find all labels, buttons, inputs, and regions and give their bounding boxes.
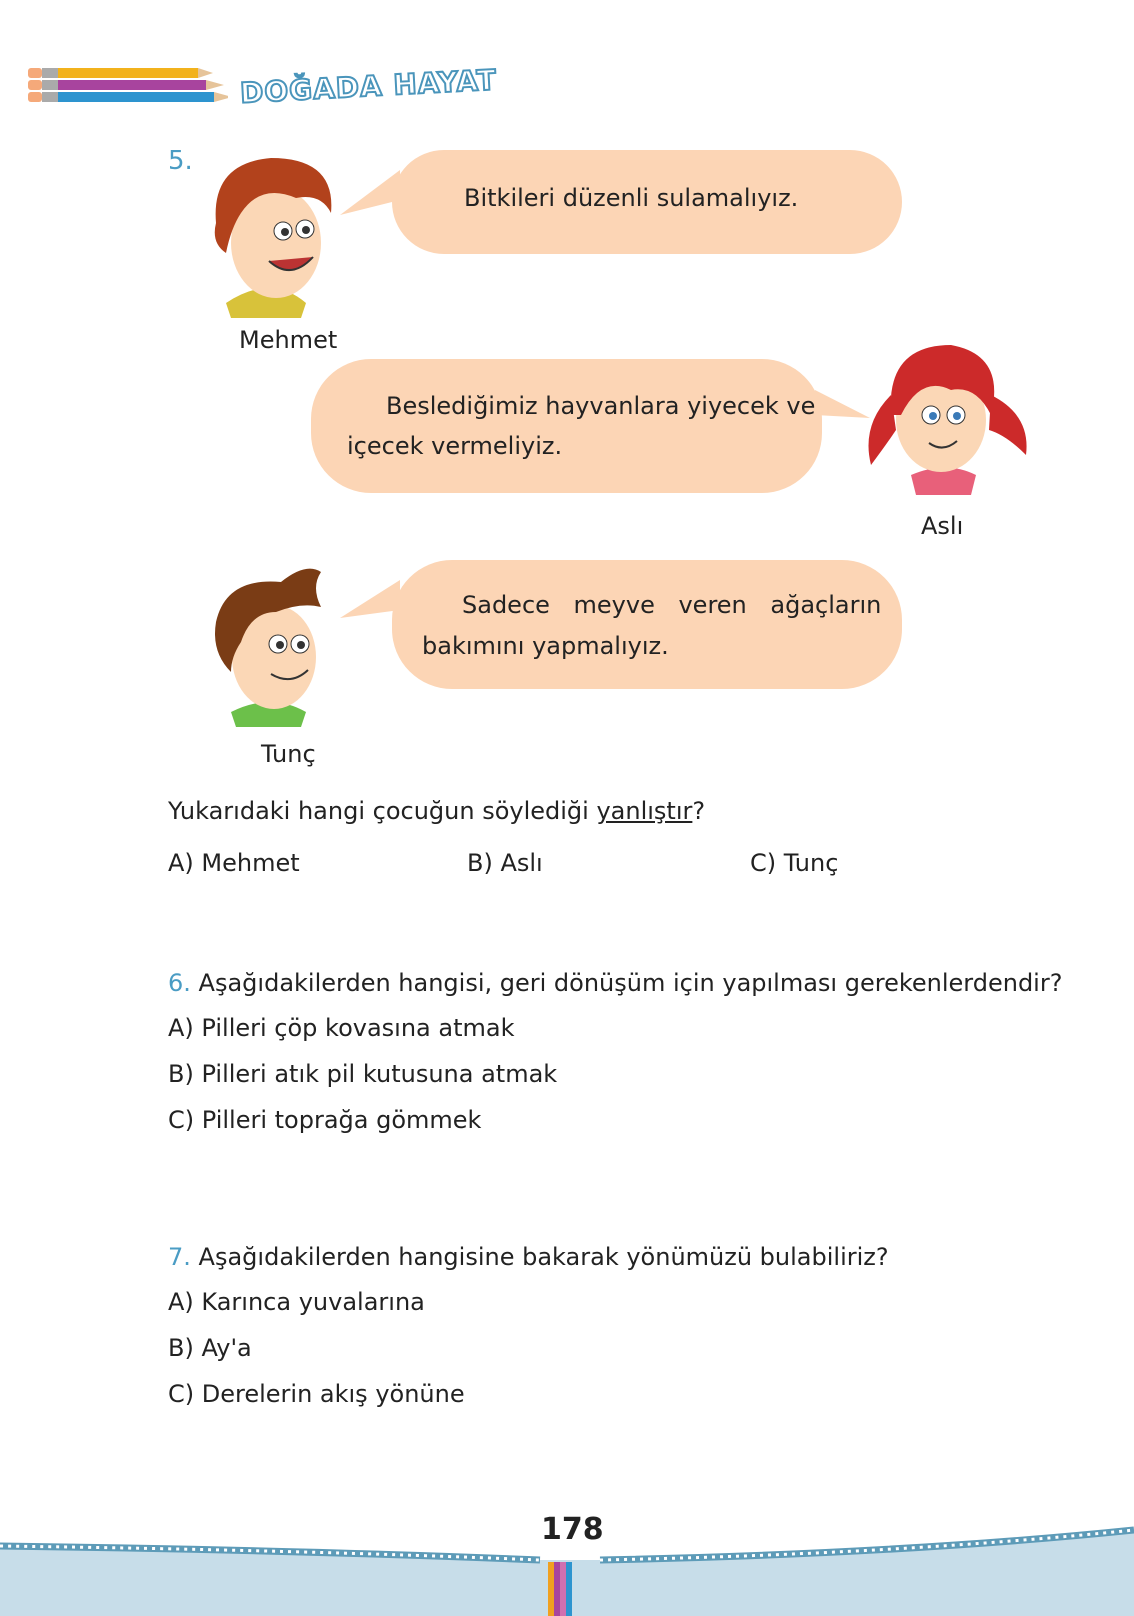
- speech-bubble-asli: [311, 359, 822, 493]
- mehmet-illustration: [201, 153, 341, 323]
- option-a[interactable]: A) Mehmet: [168, 849, 300, 877]
- speaker-name: Mehmet: [239, 326, 338, 354]
- option-a[interactable]: A) Karınca yuvalarına: [168, 1288, 425, 1316]
- speaker-name: Aslı: [921, 512, 964, 540]
- option-c[interactable]: C) Tunç: [750, 849, 839, 877]
- speaker-name: Tunç: [261, 740, 316, 768]
- question-text: Aşağıdakilerden hangisi, geri dönüşüm için yapılması gerekenlerdendir?: [198, 969, 1063, 997]
- section-title: DOĞADA HAYAT: [239, 63, 498, 110]
- question-number: 7.: [168, 1243, 191, 1271]
- option-b[interactable]: B) Pilleri atık pil kutusuna atmak: [168, 1060, 558, 1088]
- option-b[interactable]: B) Aslı: [467, 849, 543, 877]
- question-7: [168, 1243, 889, 1271]
- option-a[interactable]: A) Pilleri çöp kovasına atmak: [168, 1014, 515, 1042]
- speech-text-line1: Beslediğimiz hayvanlara yiyecek ve: [386, 392, 816, 420]
- speech-text-line1: Sadece meyve veren ağaçların: [462, 591, 882, 619]
- tunc-illustration: [206, 562, 336, 732]
- question-prefix: Yukarıdaki hangi çocuğun söylediği: [168, 797, 597, 825]
- pencils-decoration: [28, 66, 228, 110]
- speech-bubble-tunc: [392, 560, 902, 689]
- option-c[interactable]: C) Pilleri toprağa gömmek: [168, 1106, 482, 1134]
- question-number: 6.: [168, 969, 191, 997]
- question-6: [168, 969, 1062, 997]
- page-number: 178: [541, 1512, 604, 1547]
- question-text: [168, 797, 705, 825]
- question-number: 5.: [168, 146, 193, 176]
- option-c[interactable]: C) Derelerin akış yönüne: [168, 1380, 465, 1408]
- speech-text-line2: bakımını yapmalıyız.: [422, 632, 669, 660]
- question-text: Aşağıdakilerden hangisine bakarak yönümüzü bulabiliriz?: [198, 1243, 889, 1271]
- asli-illustration: [861, 335, 1036, 500]
- question-emphasis: yanlıştır: [596, 797, 693, 825]
- speech-text: Bitkileri düzenli sulamalıyız.: [464, 184, 799, 212]
- question-suffix: ?: [692, 797, 706, 825]
- speech-text-line2: içecek vermeliyiz.: [347, 432, 563, 460]
- option-b[interactable]: B) Ay'a: [168, 1334, 252, 1362]
